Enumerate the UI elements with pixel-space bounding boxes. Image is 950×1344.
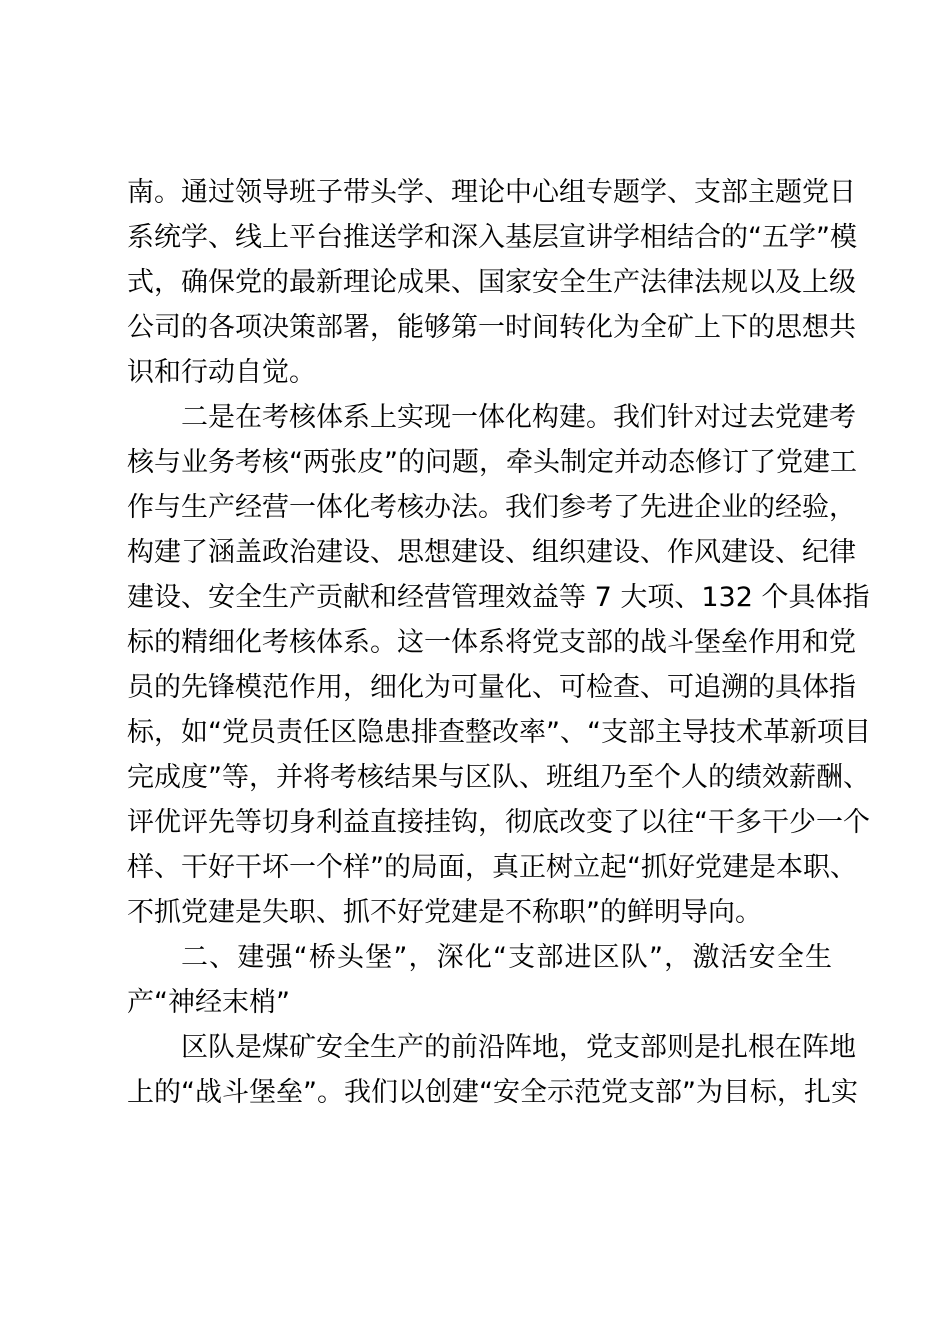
text-line: 系统学、线上平台推送学和深入基层宣讲学相结合的“五学”模 — [127, 222, 857, 253]
text-line: 完成度”等，并将考核结果与区队、班组乃至个人的绩效薪酬、 — [127, 762, 870, 793]
text-line: 公司的各项决策部署，能够第一时间转化为全矿上下的思想共 — [127, 312, 856, 343]
text-line: 式，确保党的最新理论成果、国家安全生产法律法规以及上级 — [127, 267, 856, 298]
text-line: 样、干好干坏一个样”的局面，真正树立起“抓好党建是本职、 — [127, 852, 857, 883]
section-heading-line: 二、建强“桥头堡”，深化“支部进区队”，激活安全生 — [181, 942, 832, 973]
text-line: 不抓党建是失职、抓不好党建是不称职”的鲜明导向。 — [127, 897, 762, 928]
text-line: 上的“战斗堡垒”。我们以创建“安全示范党支部”为目标，扎实 — [127, 1077, 858, 1108]
section-heading-line: 产“神经末梢” — [127, 987, 290, 1018]
text-line: 评优评先等切身利益直接挂钩，彻底改变了以往“干多干少一个 — [127, 807, 870, 838]
text-line: 核与业务考核“两张皮”的问题，牵头制定并动态修订了党建工 — [127, 447, 857, 478]
text-line: 构建了涵盖政治建设、思想建设、组织建设、作风建设、纪律 — [127, 537, 856, 568]
text-line: 标的精细化考核体系。这一体系将党支部的战斗堡垒作用和党 — [127, 627, 856, 658]
text-line: 南。通过领导班子带头学、理论中心组专题学、支部主题党日 — [127, 177, 856, 208]
text-line: 标，如“党员责任区隐患排查整改率”、“支部主导技术革新项目 — [127, 717, 871, 748]
text-line: 建设、安全生产贡献和经营管理效益等 7 大项、132 个具体指 — [127, 582, 870, 613]
text-line: 作与生产经营一体化考核办法。我们参考了先进企业的经验， — [127, 492, 856, 523]
text-line: 识和行动自觉。 — [127, 357, 316, 388]
text-line: 员的先锋模范作用，细化为可量化、可检查、可追溯的具体指 — [127, 672, 856, 703]
paragraph-first-line: 区队是煤矿安全生产的前沿阵地，党支部则是扎根在阵地 — [181, 1032, 856, 1063]
paragraph-first-line: 二是在考核体系上实现一体化构建。我们针对过去党建考 — [181, 402, 856, 433]
